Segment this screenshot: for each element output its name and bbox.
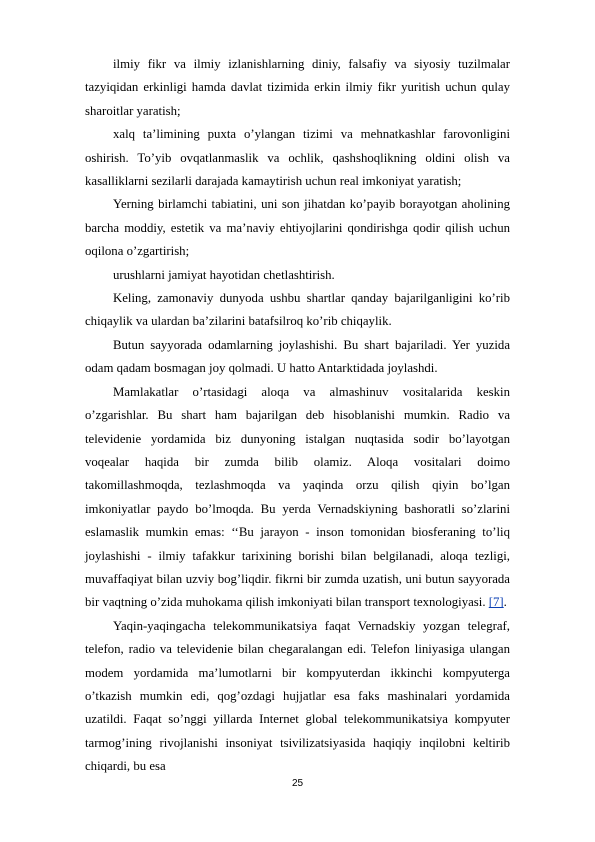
paragraph-text: xalq ta’limining puxta o’ylangan tizimi va mehnatkashlar farovonligini oshirish. To’yib ovqatlanmaslik va ochlik, qashshoqlikning oldini olish va kasalliklarni sezilarli darajada kamaytirish uchun real imkoniyat yaratish;: [85, 127, 510, 189]
paragraph-tail: .: [503, 595, 507, 610]
paragraph-settlement: [85, 334, 510, 381]
paragraph-earth-transformation: [85, 193, 510, 263]
paragraph-text: ilmiy fikr va ilmiy izlanishlarning diniy, falsafiy va siyosiy tuzilmalar tazyiqidan erkinligi hamda davlat tizimida erkin ilmiy fikr yuritish uchun qulay sharoitlar yaratish;: [85, 57, 510, 118]
paragraph-education: [85, 123, 510, 193]
paragraph-text: Butun sayyorada odamlarning joylashishi. Bu shart bajariladi. Yer yuzida odam qadam bosmagan joy qolmadi. U hatto Antarktidada joylashdi.: [85, 337, 510, 376]
paragraph-text: Mamlakatlar o’rtasidagi aloqa va almashinuv vositalarida keskin o’zgarishlar. Bu shart ham bajarilgan deb hisoblanishi mumkin. Radio va televidenie yordamida biz dunyoning istalgan nuqtasida sodir bo’layotgan voqealar haqida bir zumda bilib olamiz. Aloqa vositalari doimo takomillashmoqda, tezlashmoqda va yaqinda orzu qilish qiyin bo’lgan imkoniyatlar paydo bo’lmoqda. Bu yerda Vernadskiyning bashoratli so’zlarini eslamaslik mumkin emas: ‘‘Bu jarayon - inson tomonidan biosferaning to’liq joylashishi - ilmiy tafakkur tarixining borishi bilan belgilanadi, aloqa tezligi, muvaffaqiyat bilan uzviy bog’liqdir. fikrni bir zumda uzatish, uni butun sayyorada bir vaqtning o’zida muhokama qilish imkoniyati bilan transport texnologiyasi.: [85, 384, 510, 610]
paragraph-scientific-freedom: [85, 53, 510, 123]
paragraph-text: Yaqin-yaqingacha telekommunikatsiya faqat Vernadskiy yozgan telegraf, telefon, radio va televidenie bilan chegaralangan edi. Telefon liniyasiga ulangan modem yordamida ma’lumotlarni bir kompyuterdan ikkinchi kompyuterga o’tkazish mumkin edi, qog’ozdagi hujjatlar esa faks mashinalari yordamida uzatildi. Faqat so’nggi yillarda Internet global telekommunikatsiya kompyuter tarmog’ining rivojlanishi insoniyat tsivilizatsiyasida haqiqiy inqilobni keltirib chiqardi, bu esa: [85, 618, 510, 774]
paragraph-communication: [85, 381, 510, 615]
paragraph-wars: [85, 264, 510, 287]
paragraph-intro-conditions: [85, 287, 510, 334]
paragraph-text: Yerning birlamchi tabiatini, uni son jihatdan ko’payib borayotgan aholining barcha moddiy, estetik va ma’naviy ehtiyojlarini qondirishga qodir qilish uchun oqilona o’zgartirish;: [85, 197, 510, 259]
reference-link[interactable]: [7]: [488, 595, 504, 610]
paragraph-text: urushlarni jamiyat hayotidan chetlashtirish.: [113, 267, 335, 282]
page-number: 25: [291, 778, 304, 789]
paragraph-text: Keling, zamonaviy dunyoda ushbu shartlar qanday bajarilganligini ko’rib chiqaylik va ulardan ba’zilarini batafsilroq ko’rib chiqaylik.: [85, 291, 510, 329]
document-body: [85, 53, 510, 779]
paragraph-telecommunication: [85, 615, 510, 779]
